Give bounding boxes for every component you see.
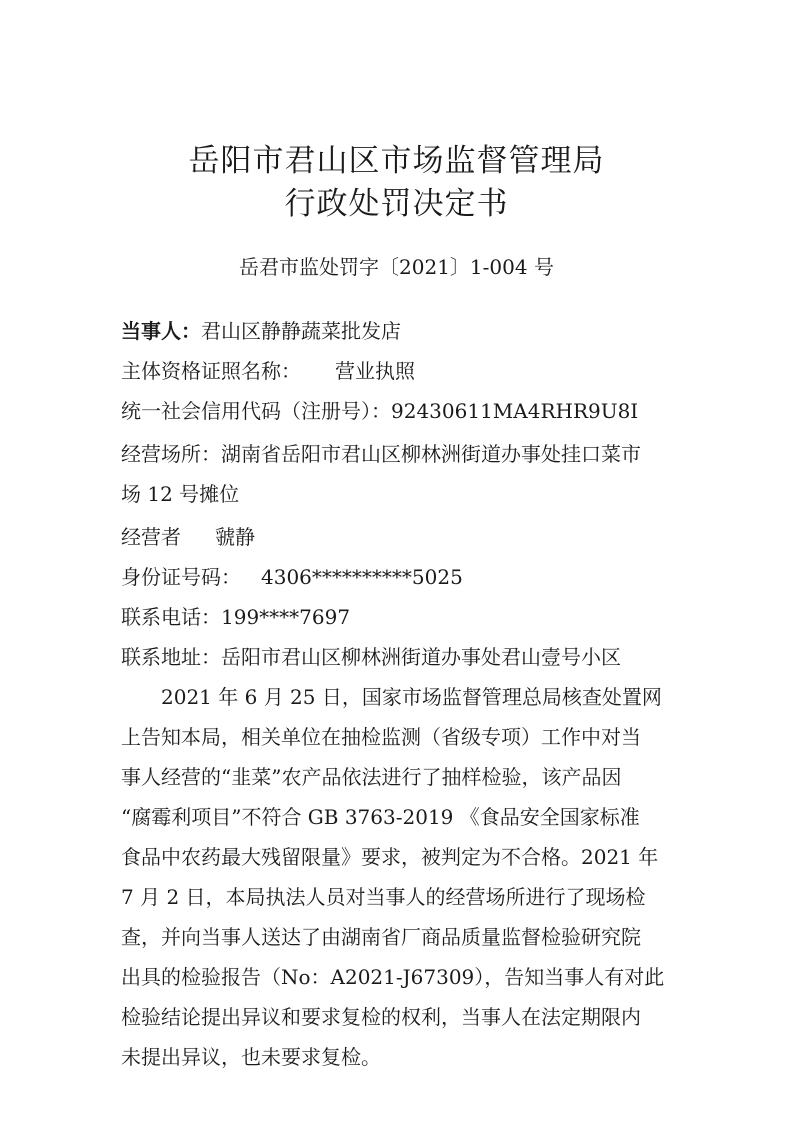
- id-value: 4306**********5025: [261, 565, 463, 589]
- credit-code-label: 统一社会信用代码（注册号）：: [121, 399, 391, 423]
- agency-title: 岳阳市君山区市场监督管理局: [188, 143, 605, 179]
- body-line: “腐霉利项目”不符合 GB 3763-2019 《食品安全国家标准: [121, 805, 640, 829]
- body-line: 食品中农药最大残留限量》要求，被判定为不合格。2021 年: [121, 845, 659, 869]
- license-label: 主体资格证照名称：: [121, 359, 301, 383]
- id-label: 身份证号码：: [121, 565, 241, 589]
- document-number: 岳君市监处罚字〔2021〕1-004 号: [239, 255, 554, 279]
- phone-line: [121, 603, 350, 631]
- license-line: [121, 357, 415, 385]
- party-name: 君山区静静蔬菜批发店: [201, 319, 401, 343]
- business-address-line-2: 场 12 号摊位: [121, 482, 240, 506]
- operator-label: 经营者: [121, 525, 181, 549]
- credit-code-value: 92430611MA4RHR9U8I: [391, 399, 639, 423]
- operator-value: 虢静: [215, 525, 255, 549]
- body-line: 检验结论提出异议和要求复检的权利，当事人在法定期限内: [121, 1005, 641, 1029]
- body-line: 查，并向当事人送达了由湖南省厂商品质量监督检验研究院: [121, 925, 641, 949]
- body-line: 未提出异议，也未要求复检。: [121, 1045, 381, 1069]
- phone-label: 联系电话：: [121, 605, 221, 629]
- body-line: 7 月 2 日，本局执法人员对当事人的经营场所进行了现场检: [121, 885, 646, 909]
- license-value: 营业执照: [335, 359, 415, 383]
- id-number-line: [121, 563, 463, 591]
- body-line: 出具的检验报告（No：A2021-J67309），告知当事人有对此: [121, 965, 665, 989]
- party-line: [121, 317, 401, 345]
- credit-code-line: [121, 397, 638, 425]
- phone-value: 199****7697: [221, 605, 351, 629]
- contact-address-line: 联系地址：岳阳市君山区柳林洲街道办事处君山壹号小区: [121, 645, 621, 669]
- party-label: 当事人：: [121, 319, 201, 343]
- business-address-line-1: 经营场所：湖南省岳阳市君山区柳林洲街道办事处挂口菜市: [121, 442, 641, 466]
- operator-line: [121, 523, 255, 551]
- body-line: 事人经营的“韭菜”农产品依法进行了抽样检验，该产品因: [121, 765, 622, 789]
- body-line: 2021 年 6 月 25 日，国家市场监督管理总局核查处置网: [121, 685, 662, 709]
- body-line: 上告知本局，相关单位在抽检监测（省级专项）工作中对当: [121, 725, 641, 749]
- document-title: 行政处罚决定书: [284, 186, 509, 222]
